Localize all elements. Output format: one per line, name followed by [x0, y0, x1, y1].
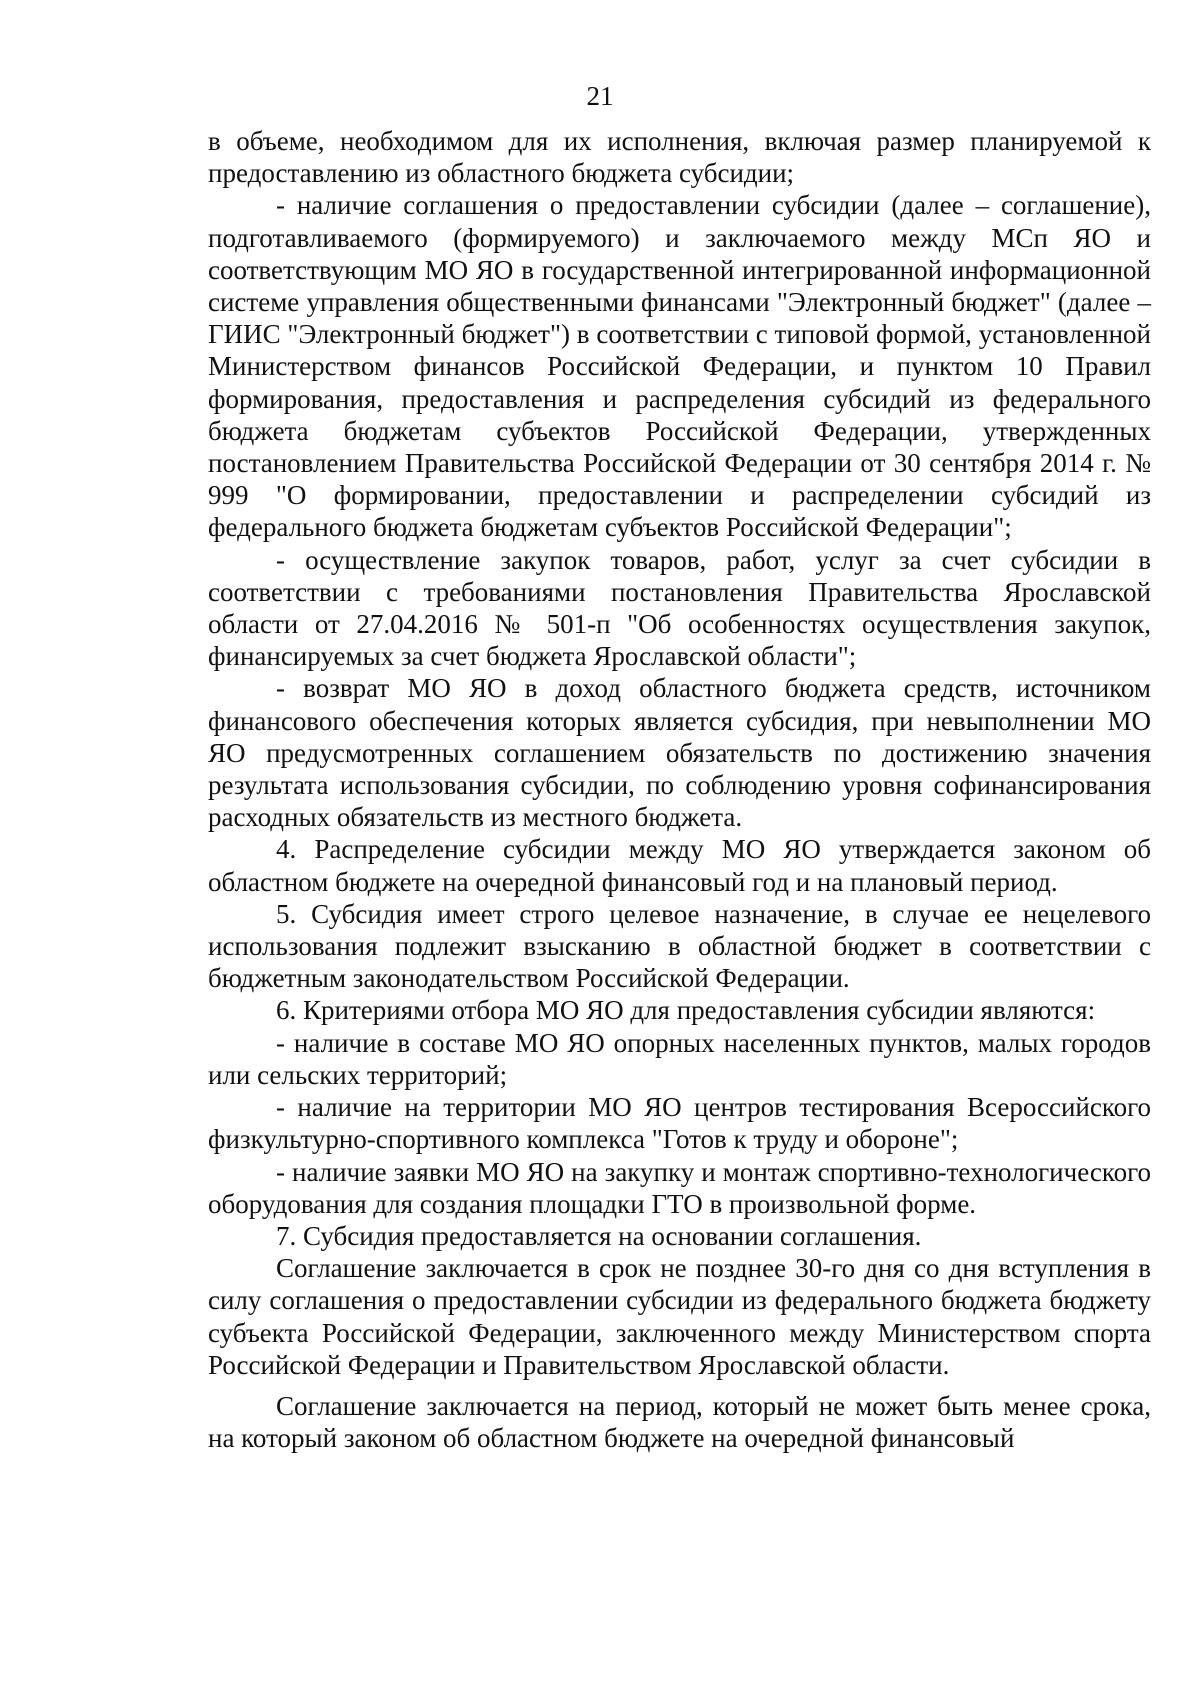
paragraph-continuation: в объеме, необходимом для их исполнения, включая размер планируемой к предоставлению из областного бюджета субсидии;: [208, 126, 1151, 189]
paragraph-criterion-application: - наличие заявки МО ЯО на закупку и монтаж спортивно-технологического оборудования для создания площадки ГТО в произвольной форме.: [208, 1156, 1151, 1219]
paragraph-item-6: 6. Критериями отбора МО ЯО для предоставления субсидии являются:: [276, 995, 1096, 1026]
paragraph-agreement-term: Соглашение заключается в срок не позднее 30-го дня со дня вступления в силу соглашения о предоставлении субсидии из федерального бюджета бюджету субъекта Российской Федерации, заключенного между Министерством спорта Российской Федерации и Правительством Ярославской области.: [208, 1253, 1151, 1380]
paragraph-refund: - возврат МО ЯО в доход областного бюджета средств, источником финансового обеспечения которых является субсидия, при невыполнении МО ЯО предусмотренных соглашением обязательств по достижению значения результата использования субсидии, по соблюдению уровня софинансирования расходных обязательств из местного бюджета.: [208, 673, 1151, 833]
paragraph-agreement-period: Соглашение заключается на период, который не может быть менее срока, на который законом об областном бюджете на очередной финансовый: [208, 1390, 1151, 1454]
paragraph-criterion-settlements: - наличие в составе МО ЯО опорных населенных пунктов, малых городов или сельских территорий;: [208, 1027, 1151, 1090]
paragraph-item-5: 5. Субсидия имеет строго целевое назначение, в случае ее нецелевого использования подлежит взысканию в областной бюджет в соответствии с бюджетным законодательством Российской Федерации.: [208, 898, 1151, 994]
paragraph-agreement-requirement: - наличие соглашения о предоставлении субсидии (далее – соглашение), подготавливаемого (формируемого) и заключаемого между МСп ЯО и соответствующим МО ЯО в государственной интегрированной информационной системе управления общественными финансами "Электронный бюджет" (далее – ГИИС "Электронный бюджет") в соответствии с типовой формой, установленной Министерством финансов Российской Федерации, и пунктом 10 Правил формирования, предоставления и распределения субсидий из федерального бюджета бюджетам субъектов Российской Федерации, утвержденных постановлением Правительства Российской Федерации от 30 сентября 2014 г. № 999 "О формировании, предоставлении и распределении субсидий из федерального бюджета бюджетам субъектов Российской Федерации";: [208, 190, 1151, 543]
paragraph-procurement: - осуществление закупок товаров, работ, услуг за счет субсидии в соответствии с требованиями постановления Правительства Ярославской области от 27.04.2016 № 501-п "Об особенностях осуществления закупок, финансируемых за счет бюджета Ярославской области";: [208, 544, 1151, 672]
document-body: [208, 125, 1151, 1454]
paragraph-criterion-gto-centers: - наличие на территории МО ЯО центров тестирования Всероссийского физкультурно-спортивного комплекса "Готов к труду и обороне";: [208, 1092, 1151, 1155]
paragraph-item-4: 4. Распределение субсидии между МО ЯО утверждается законом об областном бюджете на очередной финансовый год и на плановый период.: [208, 834, 1151, 897]
page-number: 21: [586, 81, 614, 111]
paragraph-item-7: 7. Субсидия предоставляется на основании соглашения.: [276, 1220, 922, 1251]
